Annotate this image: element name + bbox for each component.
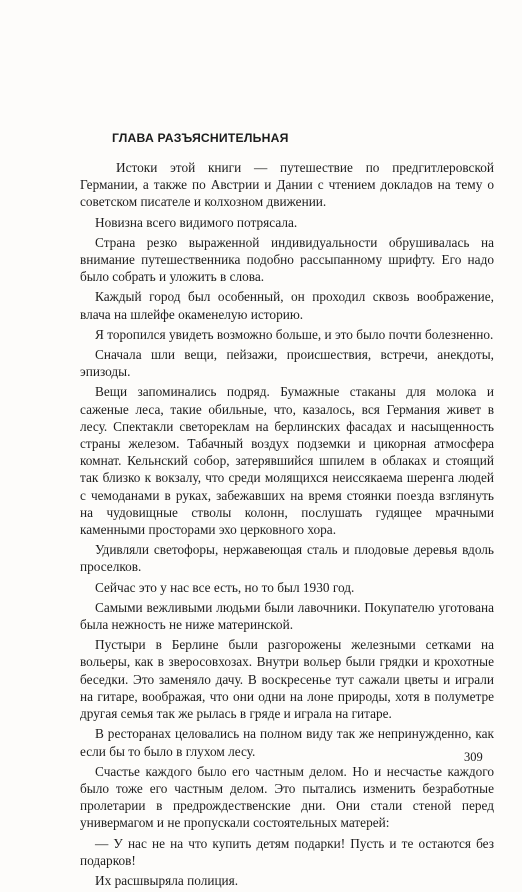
paragraph: Сначала шли вещи, пейзажи, происшествия, встречи, анекдоты, эпизоды. bbox=[80, 347, 494, 380]
paragraph: Счастье каждого было его частным делом. Но и несчастье каждого было тоже его частным делом. Это пытались изменить безработные пролетарии в предрождественские дни. Они стали стеной перед универмагом и не пропускали состоятельных матерей: bbox=[80, 763, 494, 831]
paragraph: Каждый город был особенный, он проходил сквозь воображение, влача на шлейфе окаменелую историю. bbox=[80, 289, 494, 322]
paragraph: Истоки этой книги — путешествие по предгитлеровской Германии, а также по Австрии и Дании с чтением докладов на тему о советском писателе и колхозном движении. bbox=[80, 160, 494, 210]
paragraph: Страна резко выраженной индивидуальности обрушивалась на внимание путешественника подобно рассыпанному шрифту. Его надо было собрать и уложить в слова. bbox=[80, 234, 494, 285]
page-number: 309 bbox=[464, 750, 483, 764]
paragraph: — У нас не на что купить детям подарки! Пусть и те остаются без подарков! bbox=[80, 835, 494, 868]
chapter-heading: ГЛАВА РАЗЪЯСНИТЕЛЬНАЯ bbox=[112, 131, 289, 145]
paragraph: Их расшвыряла полиция. bbox=[95, 872, 239, 888]
paragraph: Я торопился увидеть возможно больше, и это было почти болезненно. bbox=[95, 326, 494, 342]
paragraph: Удивляли светофоры, нержавеющая сталь и плодовые деревья вдоль проселков. bbox=[80, 542, 494, 575]
body-text bbox=[80, 159, 494, 892]
paragraph: Новизна всего видимого потрясала. bbox=[95, 214, 298, 230]
paragraph: Самыми вежливыми людьми были лавочники. Покупателю уготована была нежность не ниже материнской. bbox=[80, 599, 494, 633]
paragraph: В ресторанах целовались на полном виду так же непринужденно, как если бы то было в глухом лесу. bbox=[80, 726, 494, 759]
paragraph: Пустыри в Берлине были разгорожены железными сетками на вольеры, как в зверосовхозах. Внутри вольер были грядки и крохотные беседки. Это заменяло дачу. В воскресенье тут сажали цветы и играли на гитаре, воображая, что они одни на лоне природы, хотя в полуметре другая семья так же рылась в гряде и играла на гитаре. bbox=[80, 637, 494, 722]
paragraph: Сейчас это у нас все есть, но то был 1930 год. bbox=[95, 579, 355, 595]
paragraph: Вещи запоминались подряд. Бумажные стаканы для молока и саженые леса, такие обильные, что, казалось, вся Германия живет в лесу. Спектакли светореклам на берлинских фасадах и насыщенность страны железом. Табачный воздух подземки и цикорная атмосфера комнат. Кельнский собор, затерявшийся шпилем в облаках и стоящий так близко к вокзалу, что среди молящихся неиссякаема шеренга людей с чемоданами в руках, забежавших на время стоянки поезда взглянуть на чудовищные стволы колонн, послушать гудящее мрачными каменными просторами эхо церковного хора. bbox=[80, 384, 494, 538]
